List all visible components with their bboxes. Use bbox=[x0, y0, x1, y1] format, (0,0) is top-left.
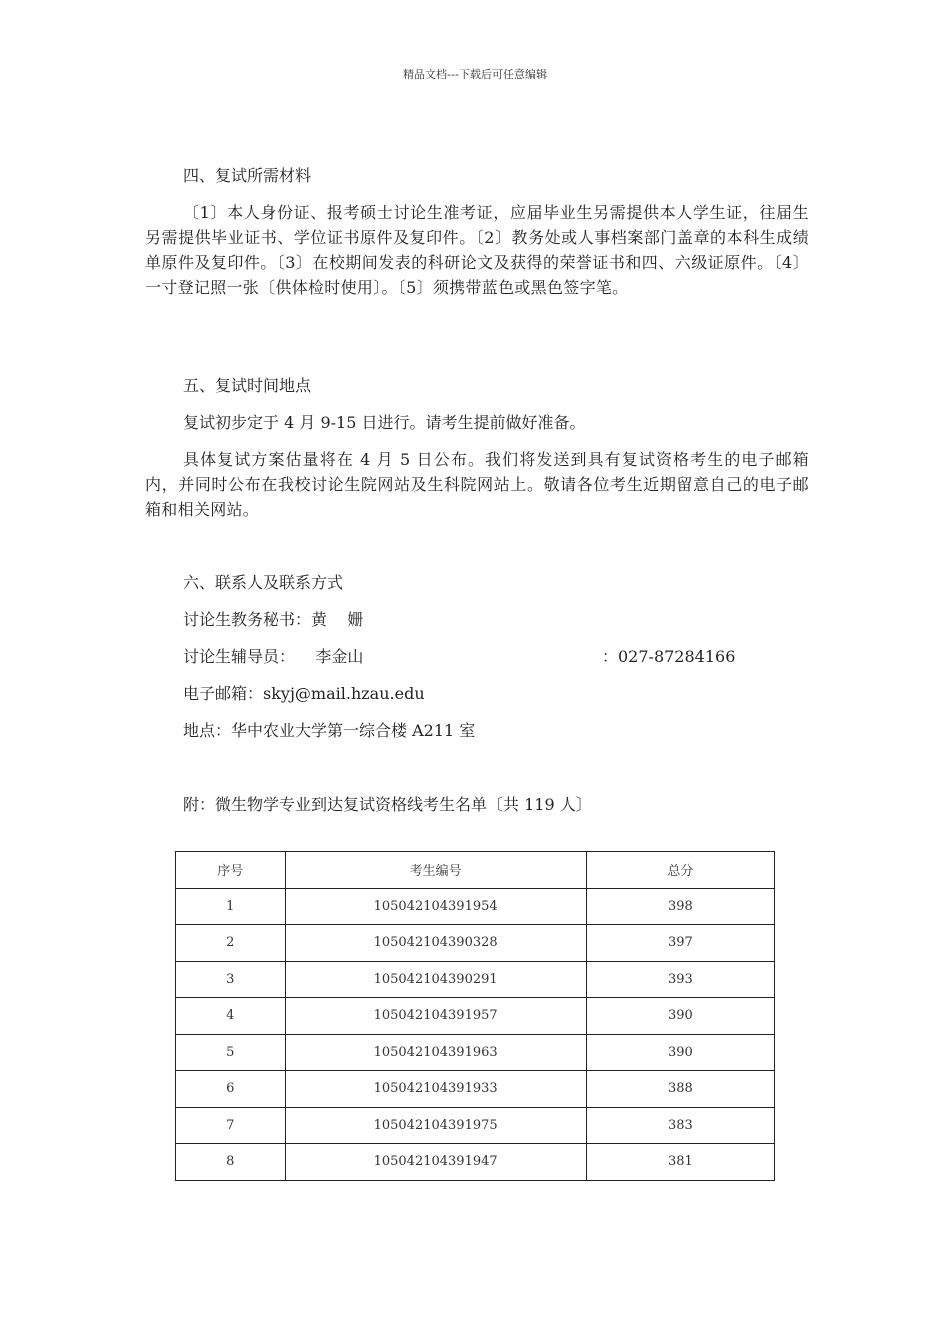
page-header: 精品文档---下载后可任意编辑 bbox=[403, 68, 547, 81]
row-candidate-id: 105042104391947 bbox=[285, 1144, 586, 1181]
table-row bbox=[176, 1144, 775, 1181]
header-index: 序号 bbox=[176, 852, 286, 889]
section-4-title: 四、复试所需材料 bbox=[183, 166, 312, 185]
header-candidate-id: 考生编号 bbox=[285, 852, 586, 889]
section-5-title: 五、复试时间地点 bbox=[183, 376, 312, 395]
table-row bbox=[176, 1034, 775, 1071]
row-index: 8 bbox=[176, 1144, 286, 1181]
table-row bbox=[176, 925, 775, 962]
section-6-title: 六、联系人及联系方式 bbox=[183, 573, 344, 592]
row-total-score: 393 bbox=[586, 961, 774, 998]
row-total-score: 398 bbox=[586, 888, 774, 925]
row-candidate-id: 105042104391957 bbox=[285, 998, 586, 1035]
row-total-score: 390 bbox=[586, 1034, 774, 1071]
row-index: 7 bbox=[176, 1107, 286, 1144]
row-index: 6 bbox=[176, 1071, 286, 1108]
contact-email: 电子邮箱：skyj@mail.hzau.edu bbox=[183, 684, 425, 703]
contact-phone: ：027-87284166 bbox=[602, 647, 736, 666]
table-header-row bbox=[176, 852, 775, 889]
contact-secretary: 讨论生教务秘书：黄 姗 bbox=[183, 610, 364, 629]
row-candidate-id: 105042104391954 bbox=[285, 888, 586, 925]
row-total-score: 381 bbox=[586, 1144, 774, 1181]
row-total-score: 388 bbox=[586, 1071, 774, 1108]
table-row bbox=[176, 1107, 775, 1144]
table-row bbox=[176, 888, 775, 925]
row-index: 2 bbox=[176, 925, 286, 962]
row-total-score: 383 bbox=[586, 1107, 774, 1144]
table-row bbox=[176, 961, 775, 998]
table-row bbox=[176, 1071, 775, 1108]
row-candidate-id: 105042104391963 bbox=[285, 1034, 586, 1071]
row-index: 3 bbox=[176, 961, 286, 998]
contact-location: 地点：华中农业大学第一综合楼 A211 室 bbox=[183, 721, 476, 740]
candidate-table bbox=[175, 851, 775, 1181]
section-5-schedule: 复试初步定于 4 月 9-15 日进行。请考生提前做好准备。 bbox=[183, 413, 586, 432]
section-5-body: 具体复试方案估量将在 4 月 5 日公布。我们将发送到具有复试资格考生的电子邮箱内，并同时公布在我校讨论生院网站及生科院网站上。敬请各位考生近期留意自己的电子邮箱和相关网站。 bbox=[145, 450, 809, 519]
row-index: 5 bbox=[176, 1034, 286, 1071]
row-candidate-id: 105042104391975 bbox=[285, 1107, 586, 1144]
row-candidate-id: 105042104390291 bbox=[285, 961, 586, 998]
contact-counselor: 讨论生辅导员： 李金山 bbox=[183, 647, 364, 666]
row-candidate-id: 105042104391933 bbox=[285, 1071, 586, 1108]
header-total-score: 总分 bbox=[586, 852, 774, 889]
row-candidate-id: 105042104390328 bbox=[285, 925, 586, 962]
section-4-body: 〔1〕本人身份证、报考硕士讨论生准考证，应届毕业生另需提供本人学生证，往届生另需提供毕业证书、学位证书原件及复印件。〔2〕教务处或人事档案部门盖章的本科生成绩单原件及复印件。〔3〕在校期间发表的科研论文及获得的荣誉证书和四、六级证原件。〔4〕一寸登记照一张〔供体检时使用〕。〔5〕须携带蓝色或黑色签字笔。 bbox=[145, 203, 809, 297]
row-index: 1 bbox=[176, 888, 286, 925]
table-row bbox=[176, 998, 775, 1035]
row-total-score: 390 bbox=[586, 998, 774, 1035]
row-index: 4 bbox=[176, 998, 286, 1035]
row-total-score: 397 bbox=[586, 925, 774, 962]
appendix-title: 附：微生物学专业到达复试资格线考生名单〔共 119 人〕 bbox=[183, 795, 592, 814]
